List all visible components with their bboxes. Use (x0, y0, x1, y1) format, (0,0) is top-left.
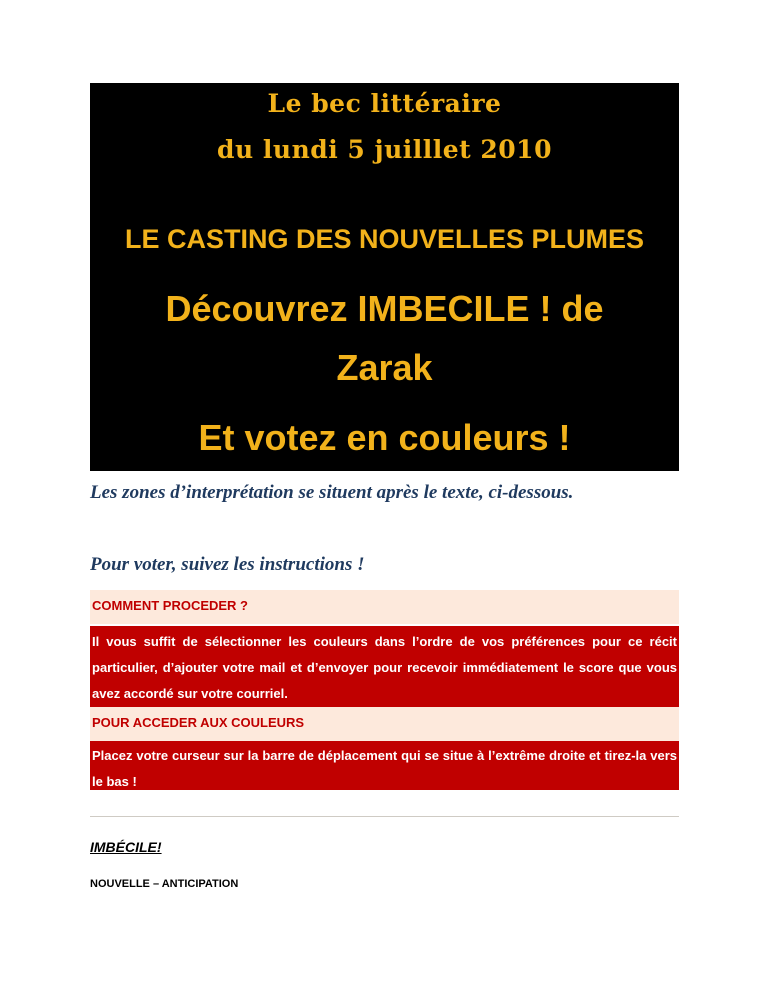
interpretation-note: Les zones d’interprétation se situent après le texte, ci-dessous. (90, 482, 574, 503)
access-colors-body: Placez votre curseur sur la barre de déplacement qui se situe à l’extrême droite et tirez-la vers le bas ! (90, 741, 679, 790)
vote-note: Pour voter, suivez les instructions ! (90, 554, 365, 575)
header-banner (90, 83, 679, 471)
publication-title: Le bec littéraire (267, 89, 502, 118)
how-to-heading: COMMENT PROCEDER ? (90, 590, 679, 624)
story-title: IMBÉCILE! (90, 839, 162, 855)
access-colors-heading: POUR ACCEDER AUX COULEURS (90, 707, 679, 741)
publication-date: du lundi 5 juilllet 2010 (217, 135, 552, 164)
divider (90, 816, 679, 817)
discover-heading-line2: Zarak (336, 347, 433, 388)
story-genre: NOUVELLE – ANTICIPATION (90, 878, 239, 890)
how-to-body: Il vous suffit de sélectionner les couleurs dans l’ordre de vos préférences pour ce récit particulier, d’ajouter votre mail et d’envoyer pour recevoir immédiatement le score que vous avez accordé sur votre courriel. (90, 626, 679, 707)
discover-heading-line1: Découvrez IMBECILE ! de (165, 288, 604, 329)
casting-heading: LE CASTING DES NOUVELLES PLUMES (124, 224, 645, 254)
vote-heading: Et votez en couleurs ! (198, 417, 571, 458)
